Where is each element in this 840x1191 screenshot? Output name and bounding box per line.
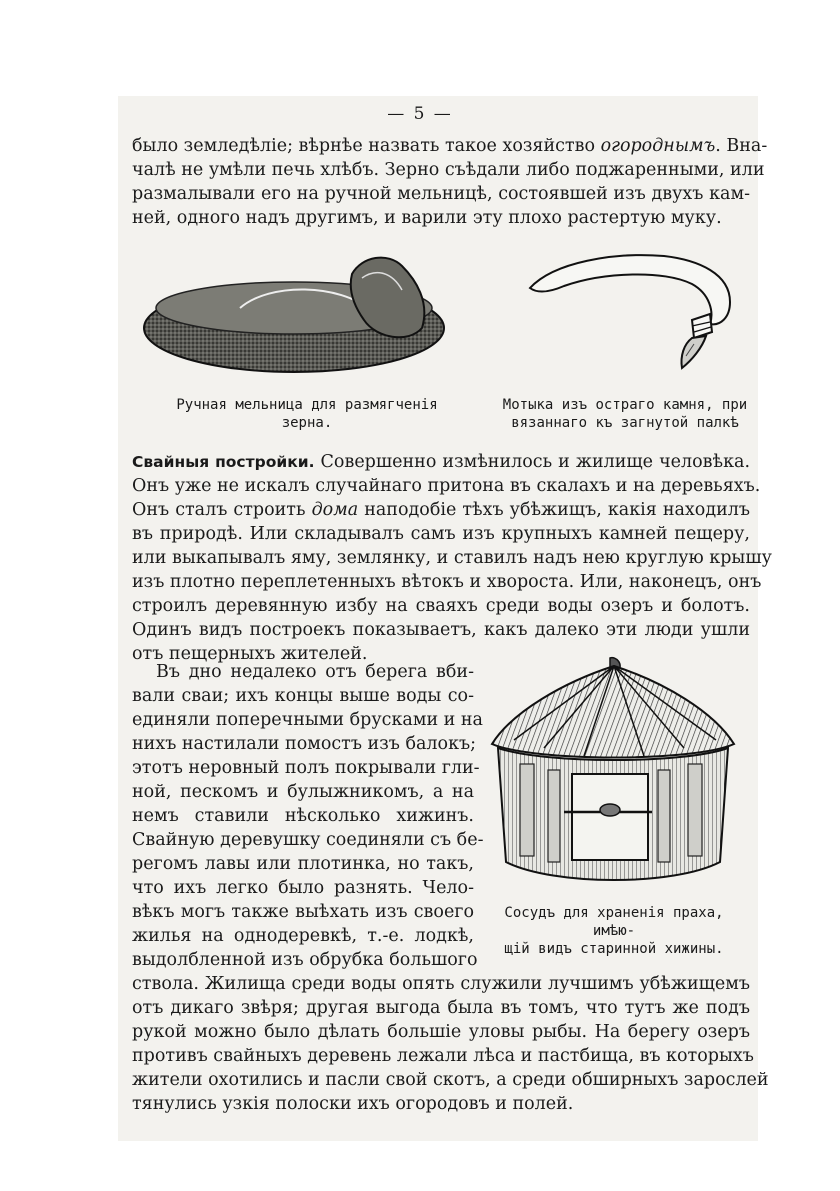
narrow-paragraph: [132, 660, 484, 972]
emphasis-word: дома: [311, 500, 359, 520]
text-line: выдолбленной изъ обрубка большого: [132, 950, 478, 970]
text-line: строилъ деревянную избу на сваяхъ среди воды озеръ и болотъ.: [132, 596, 750, 616]
text-line: немъ ставили нѣсколько хижинъ.: [132, 806, 474, 826]
stone-hoe-illustration: [524, 252, 738, 370]
text-line: ней, одного надъ другимъ, и варили эту плохо растертую муку.: [132, 208, 722, 228]
text-line: отъ дикаго звѣря; другая выгода была въ томъ, что тутъ же подъ: [132, 998, 750, 1018]
text-line: изъ плотно переплетенныхъ вѣтокъ и хвороста. Или, наконецъ, онъ: [132, 572, 762, 592]
text-line: Одинъ видъ построекъ показываетъ, какъ далеко эти люди ушли: [132, 620, 750, 640]
text-line: нихъ настилали помостъ изъ балокъ;: [132, 734, 477, 754]
text-line: въ природѣ. Или складывалъ самъ изъ крупныхъ камней пещеру,: [132, 524, 750, 544]
text-line: Свайныя постройки. Совершенно измѣнилось и жилище человѣка.: [132, 452, 751, 472]
text-line: Онъ уже не искалъ случайнаго притона въ скалахъ и на деревьяхъ.: [132, 476, 761, 496]
emphasis-word: огороднымъ: [600, 136, 716, 156]
text-line: жилья на однодеревкѣ, т.-е. лодкѣ,: [132, 926, 474, 946]
text-line: что ихъ легко было разнять. Чело-: [132, 878, 474, 898]
text-line: противъ свайныхъ деревень лежали лѣса и пастбища, въ которыхъ: [132, 1046, 754, 1066]
text-line: ствола. Жилища среди воды опять служили лучшимъ убѣжищемъ: [132, 974, 750, 994]
top-paragraph: [132, 134, 768, 230]
text-line: или выкапывалъ яму, землянку, и ставилъ надъ нею круглую крышу: [132, 548, 772, 568]
text-line: рукой можно было дѣлать большіе уловы рыбы. На берегу озеръ: [132, 1022, 750, 1042]
text-line: чалѣ не умѣли печь хлѣбъ. Зерно съѣдали либо поджаренными, или: [132, 160, 765, 180]
text-line: жители охотились и пасли свой скотъ, а среди обширныхъ зарослей: [132, 1070, 769, 1090]
section-heading: Свайныя постройки.: [132, 453, 315, 471]
section-paragraph: [132, 450, 772, 666]
hut-urn-illustration: [484, 652, 744, 896]
hand-mill-illustration: [140, 250, 458, 382]
text-line: размалывали его на ручной мельницѣ, состоявшей изъ двухъ кам-: [132, 184, 750, 204]
text-line: этотъ неровный полъ покрывали гли-: [132, 758, 480, 778]
text-line: Въ дно недалеко отъ берега вби-: [156, 662, 474, 682]
text-line: вѣкъ могъ также выѣхать изъ своего: [132, 902, 474, 922]
text-line: вали сваи; ихъ концы выше воды со-: [132, 686, 474, 706]
bottom-paragraph: [132, 972, 769, 1116]
text-line: ной, пескомъ и булыжникомъ, а на: [132, 782, 474, 802]
vessel-caption: Сосудъ для храненія праха, имѣю- щій видъ старинной хижины.: [504, 905, 724, 957]
text-line: регомъ лавы или плотинка, но такъ,: [132, 854, 474, 874]
text-line: отъ пещерныхъ жителей.: [132, 644, 368, 664]
page-number: — 5 —: [387, 104, 453, 124]
text-line: Свайную деревушку соединяли съ бе-: [132, 830, 484, 850]
text-line: Онъ сталъ строить дома наподобіе тѣхъ убѣжищъ, какія находилъ: [132, 500, 751, 520]
hoe-caption: Мотыка изъ остраго камня, при вязаннаго къ загнутой палкѣ: [502, 397, 748, 431]
text-line: единяли поперечными брусками и на: [132, 710, 483, 730]
text-line: тянулись узкія полоски ихъ огородовъ и полей.: [132, 1094, 574, 1114]
mill-caption: Ручная мельница для размягченія зерна.: [176, 397, 438, 431]
text-line: было земледѣліе; вѣрнѣе назвать такое хозяйство огороднымъ. Вна-: [132, 136, 768, 156]
